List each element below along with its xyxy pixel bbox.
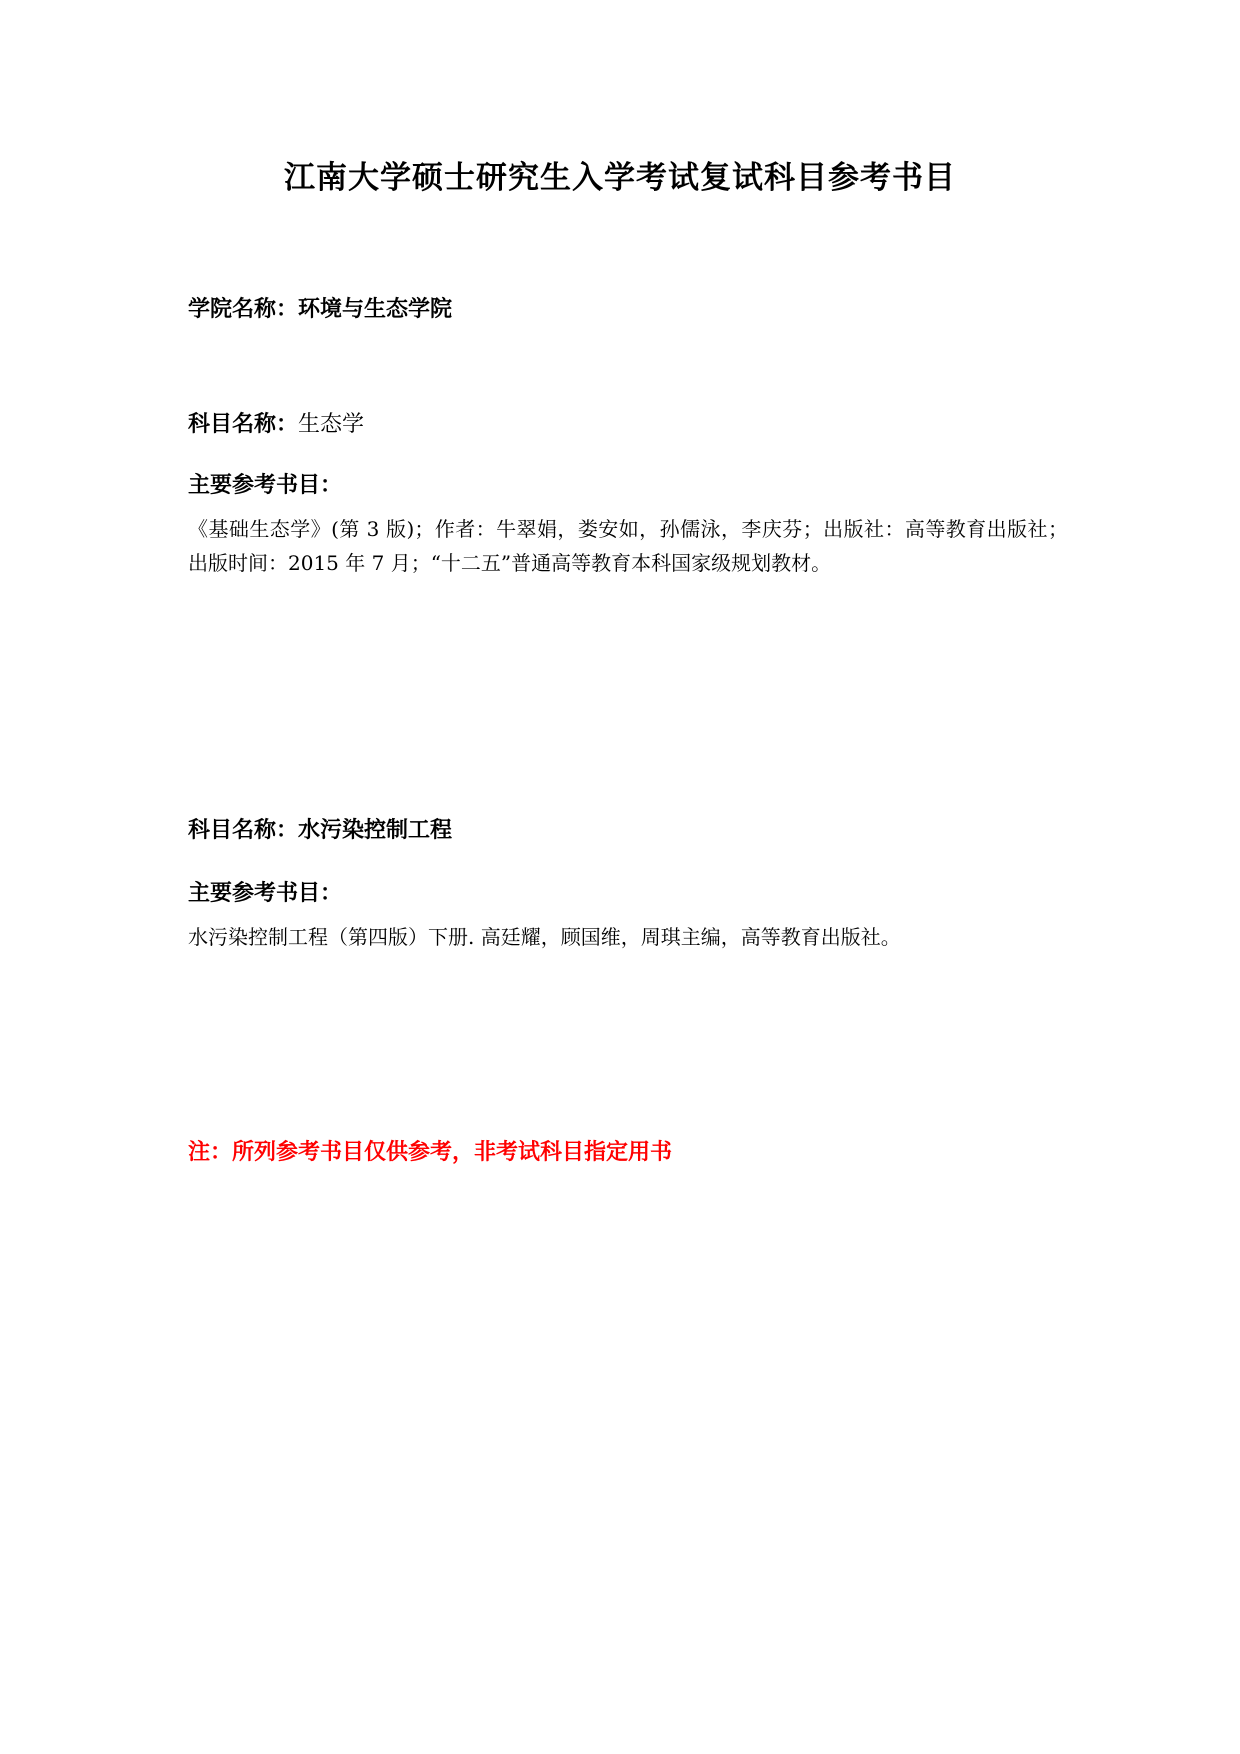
subject-1-name-line xyxy=(188,409,364,440)
subject-1-books-label: 主要参考书目： xyxy=(188,472,343,498)
subject-2-name-value: 水污染控制工程 xyxy=(298,817,453,843)
subject-2-name-label: 科目名称： xyxy=(188,817,299,843)
subject-2-name-line xyxy=(188,815,452,846)
subject-2-books-label: 主要参考书目： xyxy=(188,880,343,906)
document-title: 江南大学硕士研究生入学考试复试科目参考书目 xyxy=(284,160,956,196)
disclaimer-note: 注：所列参考书目仅供参考，非考试科目指定用书 xyxy=(188,1139,673,1165)
college-value: 环境与生态学院 xyxy=(298,296,453,322)
subject-2-books-text: 水污染控制工程（第四版）下册. 高廷耀，顾国维，周琪主编，高等教育出版社。 xyxy=(188,925,901,949)
subject-1-name-label: 科目名称： xyxy=(188,411,299,437)
subject-1-books-text: 《基础生态学》(第 3 版)；作者：牛翠娟，娄安如，孙儒泳，李庆芬；出版社：高等教育出版社；出版时间：2015 年 7 月；“十二五”普通高等教育本科国家级规划教材。 xyxy=(188,517,1068,575)
college-line xyxy=(188,294,452,325)
subject-1-name-value: 生态学 xyxy=(298,412,365,437)
college-label: 学院名称： xyxy=(188,296,299,322)
